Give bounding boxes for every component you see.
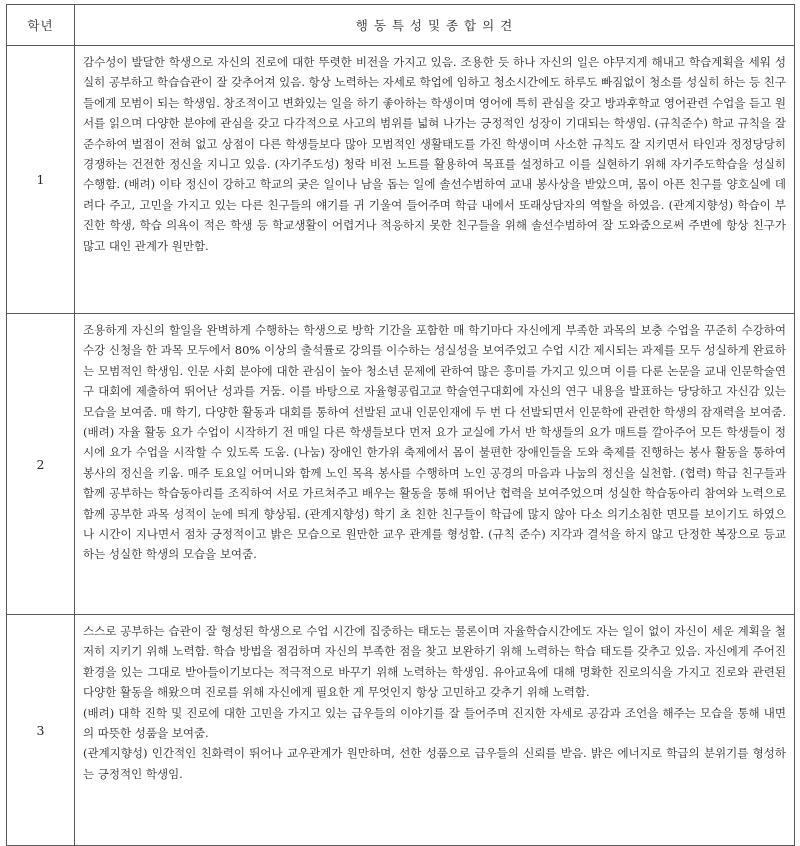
header-row [7, 5, 795, 46]
table-row-grade-3 [7, 615, 795, 846]
behavior-opinion-table [6, 4, 795, 846]
record-sheet [6, 4, 794, 846]
opinion-paragraph: 조용하게 자신의 할일을 완벽하게 수행하는 학생으로 방학 기간을 포함한 매 학기마다 자신에게 부족한 과목의 보충 수업을 꾸준히 수강하여 수강 신청을 한 과목 모두에서 80% 이상의 출석률로 강의를 이수하는 성실성을 보여주었고 수업 시간 제시되는 과제를 모두 성실하게 완료하는 모범적인 학생임. 인문 사회 분야에 대한 관심이 높아 청소년 문제에 관하여 많은 흥미를 가지고 있으며 이를 다룬 논문을 교내 인문학술연구 대회에 제출하여 뛰어난 성과를 거둠. 이를 바탕으로 자율형공립고교 학술연구대회에 자신의 연구 내용을 발표하는 당당하고 자신감 있는 모습을 보여줌. 매 학기, 다양한 활동과 대회를 통하여 선발된 교내 인문인재에 두 번 다 선발되면서 인문학에 관련한 학생의 잠재력을 보여줌. (배려) 자율 활동 요가 수업이 시작하기 전 매일 다른 학생들보다 먼저 요가 교실에 가서 반 학생들의 요가 매트를 깔아주어 모든 학생들이 정시에 요가 수업을 시작할 수 있도록 도움. (나눔) 장애인 한가위 축제에서 몸이 불편한 장애인들을 도와 축제를 진행하는 봉사 활동을 통하여 봉사의 정신을 키움. 매주 토요일 어머니와 함께 노인 목욕 봉사를 수행하며 노인 공경의 마음과 나눔의 정신을 실천함. (협력) 학급 친구들과 함께 공부하는 학습동아리를 조직하여 서로 가르쳐주고 배우는 활동을 통해 뛰어난 협력을 보여주었으며 성실한 학습동아리 참여와 노력으로 함께 공부한 과목 성적이 눈에 띄게 향상됨. (관계지향성) 학기 초 친한 친구들이 학급에 많지 않아 다소 의기소침한 면모를 보이기도 하였으나 시간이 지나면서 점차 긍정적이고 밝은 모습으로 원만한 교우 관계를 형성함. (규칙 준수) 지각과 결석을 하지 않고 단정한 복장으로 등교하는 성실한 학생의 모습을 보여줌. [83, 323, 786, 562]
opinion-paragraph: 감수성이 발달한 학생으로 자신의 진로에 대한 뚜렷한 비전을 가지고 있음. 조용한 듯 하나 자신의 일은 야무지게 해내고 학습계획을 세워 성실히 공부하고 학습습관이 잘 갖추어져 있음. 항상 노력하는 자세로 학업에 임하고 청소시간에도 하루도 빠짐없이 청소를 성실히 하는 등 친구들에게 모범이 되는 학생임. 창조적이고 변화있는 일을 하기 좋아하는 학생이며 영어에 특히 관심을 갖고 방과후학교 영어관련 수업을 듣고 원서를 읽으며 다양한 분야에 관심을 갖고 다각적으로 사고의 범위를 넓혀 나가는 긍정적인 성장이 기대되는 학생임. (규칙준수) 학교 규칙을 잘 준수하여 벌점이 전혀 없고 상점이 다른 학생들보다 많아 모범적인 생활태도를 가진 학생이며 사소한 규칙도 잘 지키면서 타인과 정정당당히 경쟁하는 건전한 정신을 지니고 있음. (자기주도성) 청락 비전 노트를 활용하여 목표를 설정하고 이를 실현하기 위해 자기주도학습을 성실히 수행함. (배려) 이타 정신이 강하고 학교의 궂은 일이나 남을 돕는 일에 솔선수범하여 교내 봉사상을 받았으며, 몸이 아픈 친구를 양호실에 데려다 주고, 고민을 가지고 있는 다른 친구들의 얘기를 귀 기울여 들어주며 학급 내에서 또래상담자의 역할을 하였음. (관계지향성) 학습이 부진한 학생, 학습 의욕이 적은 학생 등 학교생활이 어렵거나 적응하지 못한 친구들을 위해 솔선수범하여 잘 도와줌으로써 주변에 항상 친구가 많고 대인 관계가 원만함. [83, 55, 786, 253]
opinion-cell [75, 46, 795, 314]
opinion-paragraph: 스스로 공부하는 습관이 잘 형성된 학생으로 수업 시간에 집중하는 태도는 물론이며 자율학습시간에도 자는 일이 없이 자신이 세운 계획을 철저히 지키기 위해 노력함. 학습 방법을 점검하며 자신의 부족한 점을 찾고 보완하기 위해 노력하는 학습 태도를 갖추고 있음. 자신에게 주어진 환경을 있는 그대로 받아들이기보다는 적극적으로 바꾸기 위해 노력하는 학생임. 유아교육에 대해 명확한 진로의식을 가지고 진로와 관련된 다양한 활동을 해왔으며 진로를 위해 자신에게 필요한 게 무엇인지 항상 고민하고 갖추기 위해 노력함. [83, 624, 786, 700]
opinion-header: 행 동 특 성 및 종 합 의 견 [75, 5, 795, 46]
opinion-paragraph: (배려) 대학 진학 및 진로에 대한 고민을 가지고 있는 급우들의 이야기를 잘 들어주며 진지한 자세로 공감과 조언을 해주는 모습을 통해 내면의 따뜻한 성품을 보여줌. [83, 705, 786, 741]
opinion-cell [75, 615, 795, 846]
opinion-paragraph: (관계지향성) 인간적인 친화력이 뛰어나 교우관계가 원만하며, 선한 성품으로 급우들의 신뢰를 받음. 밝은 에너지로 학급의 분위기를 형성하는 긍정적인 학생임. [83, 746, 786, 781]
opinion-cell [75, 314, 795, 615]
table-row-grade-1 [7, 46, 795, 314]
grade-cell: 3 [7, 615, 75, 846]
table-row-grade-2 [7, 314, 795, 615]
grade-cell: 2 [7, 314, 75, 615]
grade-cell: 1 [7, 46, 75, 314]
grade-header: 학년 [7, 5, 75, 46]
